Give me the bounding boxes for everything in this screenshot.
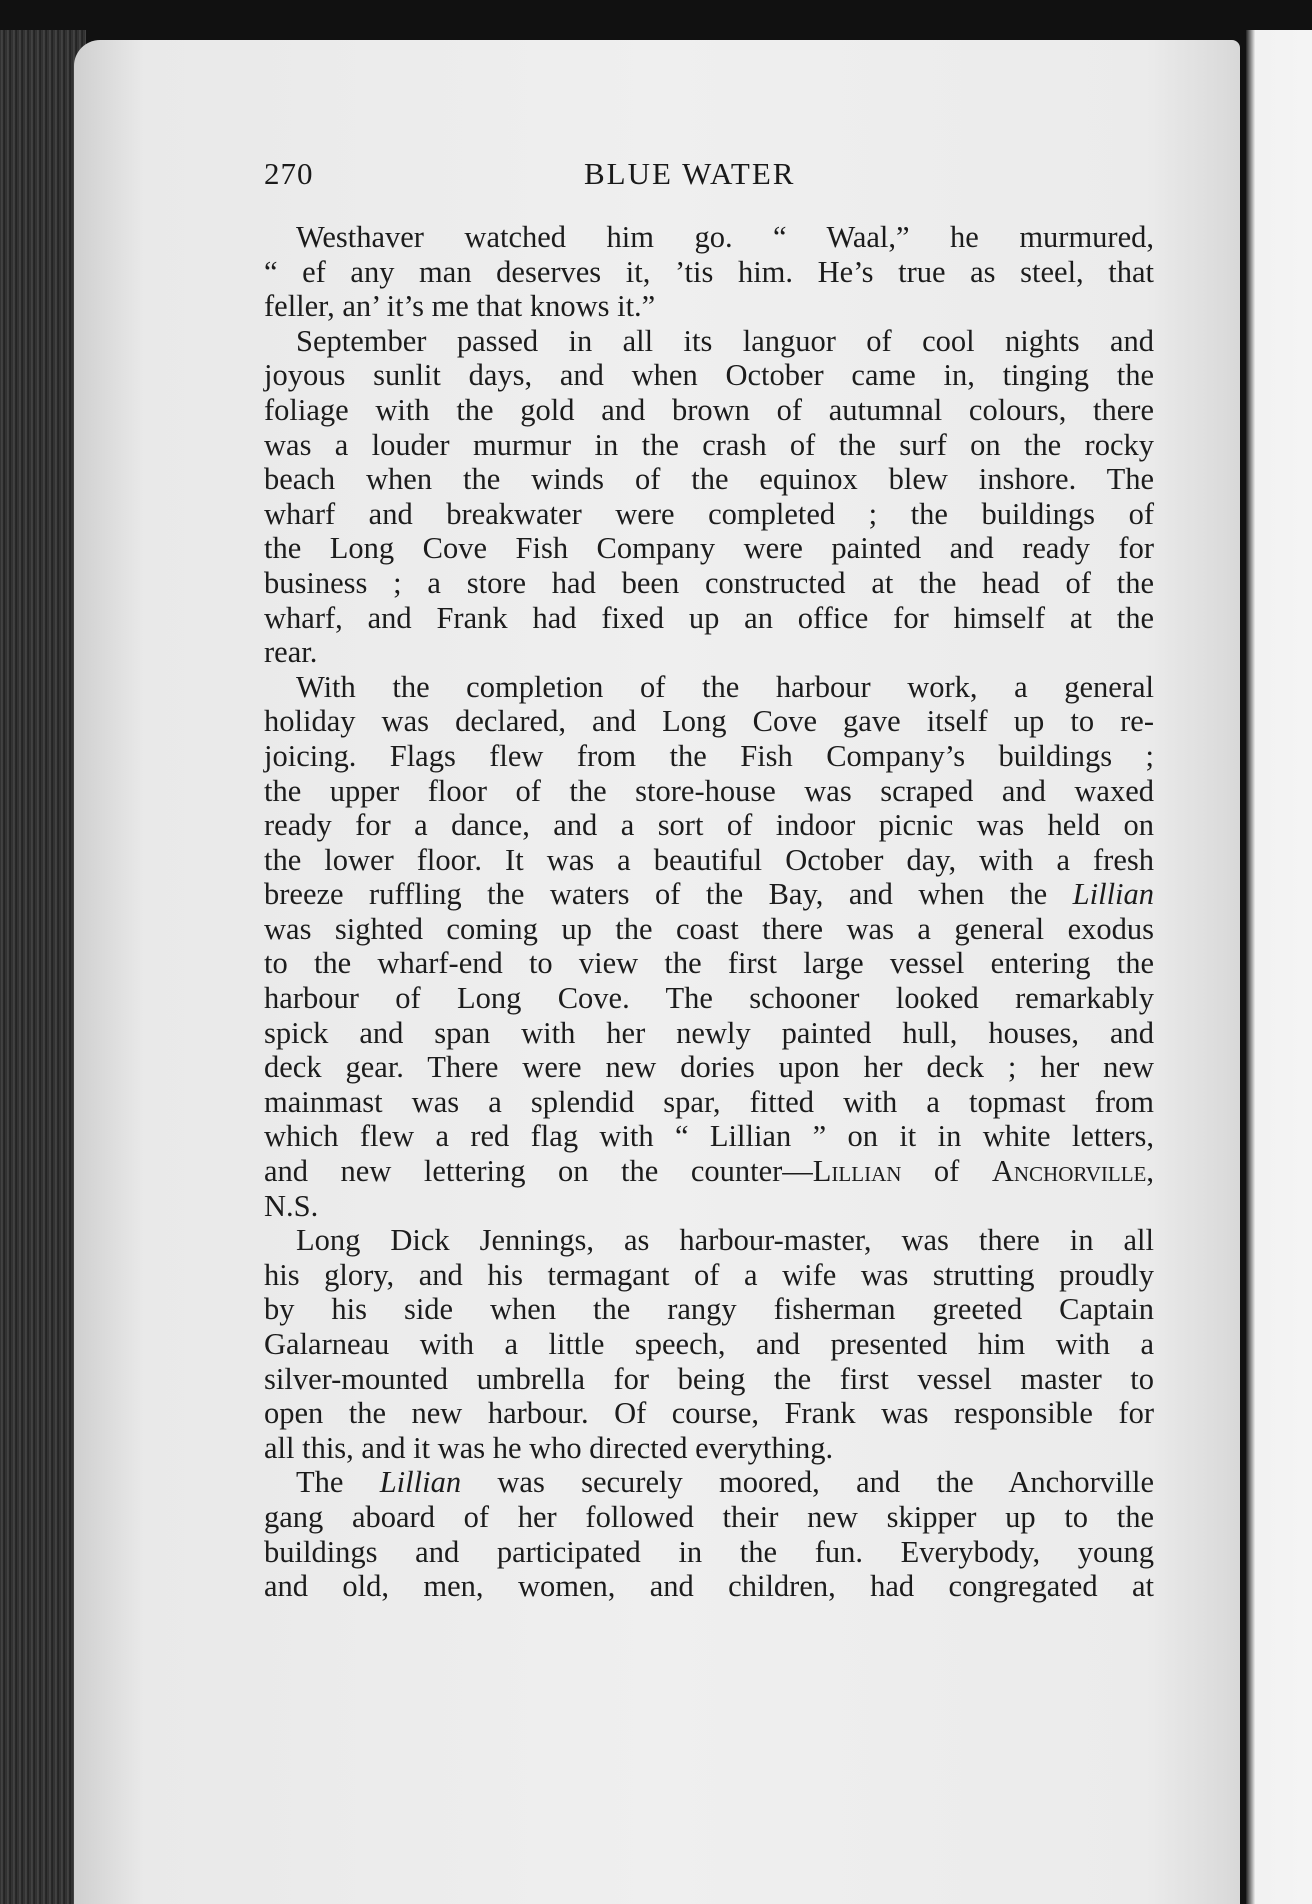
text-line: gang aboard of her followed their new skipper up to the xyxy=(264,1499,1154,1534)
text-line: the Long Cove Fish Company were painted and ready for xyxy=(264,531,1154,566)
text-line: by his side when the rangy fisherman greeted Captain xyxy=(264,1292,1154,1327)
text-line: joicing. Flags flew from the Fish Company’s buildings ; xyxy=(264,738,1154,773)
text-line: the upper floor of the store-house was scraped and waxed xyxy=(264,773,1154,808)
text-line: harbour of Long Cove. The schooner looked remarkably xyxy=(264,981,1154,1016)
body-text xyxy=(264,220,1154,1604)
facing-page-edge xyxy=(1246,30,1312,1904)
text-line: Long Dick Jennings, as harbour-master, was there in all xyxy=(296,1223,1154,1258)
text-line: silver-mounted umbrella for being the first vessel master to xyxy=(264,1361,1154,1396)
text-line: wharf, and Frank had fixed up an office for himself at the xyxy=(264,600,1154,635)
text-line: spick and span with her newly painted hull, houses, and xyxy=(264,1015,1154,1050)
text-line: mainmast was a splendid spar, fitted with a topmast from xyxy=(264,1084,1154,1119)
text-line: was a louder murmur in the crash of the surf on the rocky xyxy=(264,427,1154,462)
text-line: holiday was declared, and Long Cove gave itself up to re- xyxy=(264,704,1154,739)
text-line: all this, and it was he who directed everything. xyxy=(264,1430,834,1465)
text-line: N.S. xyxy=(264,1188,319,1223)
page-number: 270 xyxy=(264,156,314,191)
text-line: beach when the winds of the equinox blew inshore. The xyxy=(264,462,1154,497)
book-title: BLUE WATER xyxy=(584,156,796,191)
text-line: rear. xyxy=(264,635,318,670)
text-line: and new lettering on the counter—Lillian of Anchorville, xyxy=(264,1154,1154,1189)
text-line: Westhaver watched him go. “ Waal,” he murmured, xyxy=(296,220,1154,254)
text-line: joyous sunlit days, and when October came in, tinging the xyxy=(264,358,1154,393)
text-line: buildings and participated in the fun. Everybody, young xyxy=(264,1534,1154,1569)
text-line: wharf and breakwater were completed ; the buildings of xyxy=(264,496,1154,531)
text-line: was sighted coming up the coast there was a general exodus xyxy=(264,911,1154,946)
text-line: foliage with the gold and brown of autumnal colours, there xyxy=(264,392,1154,427)
text-line: which flew a red flag with “ Lillian ” on it in white letters, xyxy=(264,1119,1154,1154)
text-line: September passed in all its languor of cool nights and xyxy=(296,323,1154,358)
text-line: open the new harbour. Of course, Frank was responsible for xyxy=(264,1396,1154,1431)
text-line: With the completion of the harbour work, a general xyxy=(296,669,1154,704)
text-line: to the wharf-end to view the first large vessel entering the xyxy=(264,946,1154,981)
text-line: The Lillian was securely moored, and the Anchorville xyxy=(296,1465,1154,1500)
text-line: the lower floor. It was a beautiful October day, with a fresh xyxy=(264,842,1154,877)
text-line: Galarneau with a little speech, and presented him with a xyxy=(264,1327,1154,1361)
text-line: “ ef any man deserves it, ’tis him. He’s true as steel, that xyxy=(264,254,1154,289)
text-line: his glory, and his termagant of a wife was strutting proudly xyxy=(264,1257,1154,1292)
text-line: feller, an’ it’s me that knows it.” xyxy=(264,289,656,324)
text-line: ready for a dance, and a sort of indoor picnic was held on xyxy=(264,808,1154,843)
running-header xyxy=(264,156,1154,196)
text-line: business ; a store had been constructed at the head of the xyxy=(264,565,1154,600)
text-line: breeze ruffling the waters of the Bay, and when the Lillian xyxy=(264,877,1155,912)
text-line: deck gear. There were new dories upon her deck ; her new xyxy=(264,1050,1154,1085)
text-line: and old, men, women, and children, had congregated at xyxy=(264,1569,1154,1604)
